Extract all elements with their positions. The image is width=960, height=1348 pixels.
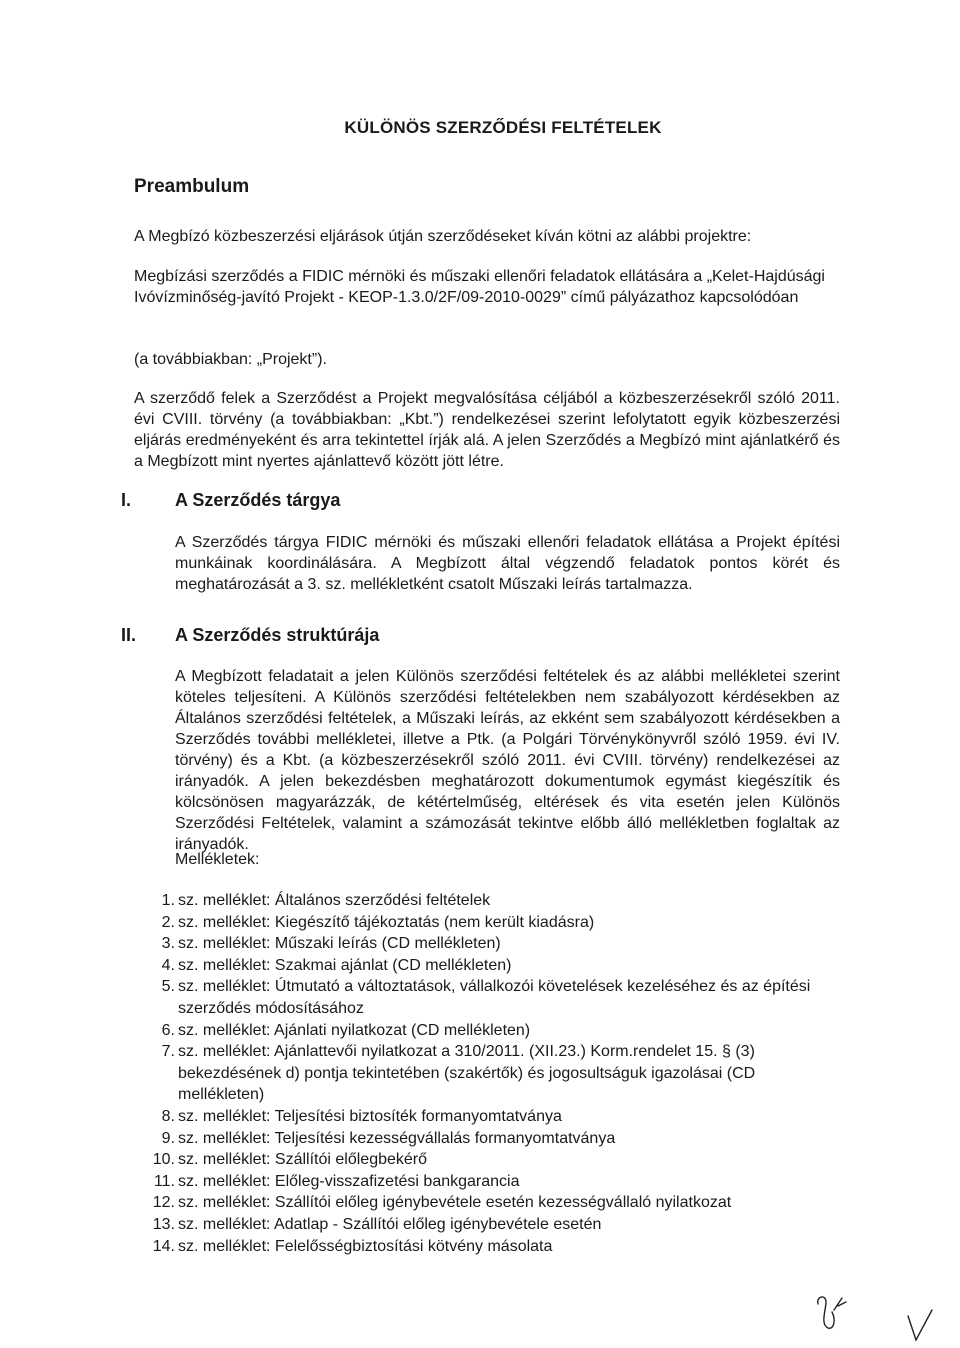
list-item: 11. sz. melléklet: Előleg-visszafizetési bankgarancia: [153, 1172, 520, 1190]
list-item: 6. sz. melléklet: Ajánlati nyilatkozat (CD mellékleten): [161, 1021, 531, 1039]
preamble-paragraph-1: A Megbízó közbeszerzési eljárások útján szerződéseket kíván kötni az alábbi projektre:: [134, 228, 752, 245]
preamble-paragraph-3: (a továbbiakban: „Projekt”).: [134, 351, 327, 368]
document-title: KÜLÖNÖS SZERZŐDÉSI FELTÉTELEK: [344, 118, 662, 137]
handwritten-initials-2: [902, 1306, 938, 1346]
preamble-paragraph-2: Megbízási szerződés a FIDIC mérnöki és műszaki ellenőri feladatok ellátására a „Kelet-Hajdúsági Ivóvízminőség-javító Projekt - KEOP-1.3.0/2F/09-2010-0029” című pályázathoz kapcsolódóan: [134, 268, 825, 306]
list-item: 13. sz. melléklet: Adatlap - Szállítói előleg igénybevétele esetén: [152, 1215, 602, 1233]
handwritten-initials-1: [812, 1290, 852, 1334]
section-1-text: A Szerződés tárgya FIDIC mérnöki és műszaki ellenőri feladatok ellátása a Projekt építési munkáinak koordinálására. A Megbízott által végzendő feladatok pontos körét és meghatározását a 3. sz. mellékletként csatolt Műszaki leírás tartalmazza.: [175, 534, 840, 593]
list-item: 4. sz. melléklet: Szakmai ajánlat (CD mellékleten): [161, 956, 512, 974]
list-item: 3. sz. melléklet: Műszaki leírás (CD mellékleten): [161, 935, 501, 953]
list-item: 12. sz. melléklet: Szállítói előleg igénybevétele esetén kezességvállaló nyilatkozat: [152, 1194, 732, 1212]
list-item: 7. sz. melléklet: Ajánlattevői nyilatkozat a 310/2011. (XII.23.) Korm.rendelet 15. § (3) bekezdésének d) pontja tekintetében (szakértők) és jogosultságuk igazolásai (CD mellékleten): [161, 1043, 756, 1104]
preamble-paragraph-4: A szerződő felek a Szerződést a Projekt megvalósítása céljából a közbeszerzésekről szóló 2011. évi CVIII. törvény (a továbbiakban: „Kbt.”) rendelkezései szerint lefolytatott egyik közbeszerzési eljárás eredményeként és arra tekintettel írják alá. A jelen Szerződés a Megbízó mint ajánlatkérő és a Megbízott mint nyertes ajánlattevő között jött létre.: [134, 390, 840, 470]
list-item: 10. sz. melléklet: Szállítói előlegbekérő: [152, 1151, 428, 1169]
section-1-number: I.: [121, 490, 132, 510]
list-item: 5. sz. melléklet: Útmutató a változtatások, vállalkozói követelések kezeléséhez és az építési szerződés módosításához: [161, 978, 811, 1017]
section-2-number: II.: [121, 625, 137, 645]
list-item: 14. sz. melléklet: Felelősségbiztosítási kötvény másolata: [152, 1237, 553, 1255]
list-item: 9. sz. melléklet: Teljesítési kezességvállalás formanyomtatványa: [161, 1129, 616, 1147]
annex-list: [150, 890, 850, 1257]
list-item: 1. sz. melléklet: Általános szerződési feltételek: [161, 892, 491, 909]
preamble-heading: Preambulum: [134, 176, 250, 197]
annex-label: Mellékletek:: [175, 851, 260, 868]
list-item: 2. sz. melléklet: Kiegészítő tájékoztatás (nem került kiadásra): [161, 913, 595, 931]
section-2-heading: A Szerződés struktúrája: [175, 625, 380, 645]
section-1-heading: A Szerződés tárgya: [175, 490, 341, 510]
section-2-text: A Megbízott feladatait a jelen Különös szerződési feltételek és az alábbi mellékletei szerint köteles teljesíteni. A Különös szerződési feltételekben nem szabályozott kérdésekben az Általános szerződési feltételek, a Műszaki leírás, az ekként sem szabályozott kérdésekben a Szerződés további mellékletei, illetve a Ptk. (a Polgári Törvénykönyvről szóló 1959. évi IV. törvény) és a Kbt. (a közbeszerzésekről szóló 2011. évi CVIII. törvény) rendelkezései az irányadók. A jelen bekezdésben meghatározott dokumentumok egymást kiegészítik és kölcsönösen magyarázzák, de kétértelműség, eltérések és vita esetén jelen Különös Szerződési Feltételek, valamint a számozását tekintve előbb álló mellékletben foglaltak az irányadók.: [175, 668, 840, 853]
list-item: 8. sz. melléklet: Teljesítési biztosíték formanyomtatványa: [161, 1107, 562, 1125]
